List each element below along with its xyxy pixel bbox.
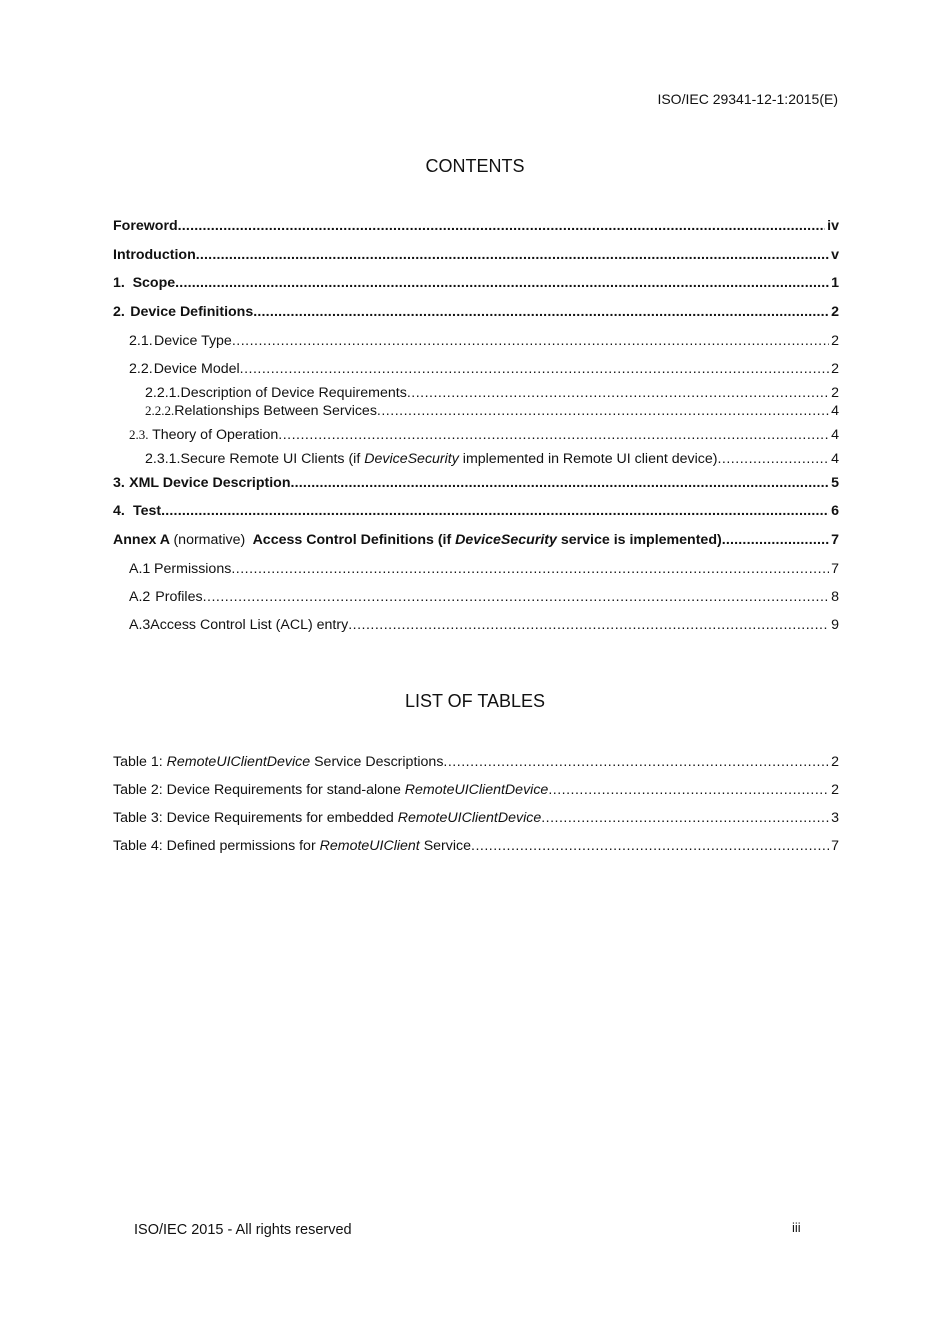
toc-title: [181, 451, 718, 467]
toc-title: Access Control List (ACL) entry: [150, 616, 349, 633]
toc-entry-profiles[interactable]: [113, 589, 839, 617]
table-title-part: Table 1:: [113, 754, 167, 770]
toc-number: 2.: [113, 304, 125, 321]
table-title-part: Table 4: Defined permissions for: [113, 838, 320, 854]
leader-dots: [203, 589, 830, 605]
table-entry-page: 2: [831, 782, 839, 798]
leader-dots: [407, 385, 829, 401]
toc-title: Device Definitions: [130, 304, 254, 321]
toc-entry-description-of-device-requirements[interactable]: [113, 385, 839, 403]
toc-title-emphasis: DeviceSecurity: [364, 450, 459, 467]
leader-dots: [232, 333, 829, 349]
table-entry-2[interactable]: [113, 782, 839, 810]
leader-dots: [717, 451, 829, 467]
leader-dots: [548, 782, 829, 798]
toc-page: 2: [831, 360, 839, 377]
toc-number: 4.: [113, 503, 125, 520]
toc-title: Profiles: [155, 588, 203, 605]
toc-entry-theory-of-operation[interactable]: [113, 427, 839, 451]
toc-page: 5: [831, 474, 839, 491]
toc-number: 2.3.: [129, 426, 149, 442]
toc-number: 2.1.: [129, 332, 153, 349]
toc-number: 2.2.: [129, 360, 153, 377]
toc-entry-xml-device-description[interactable]: [113, 475, 839, 504]
table-entry-3[interactable]: [113, 810, 839, 838]
leader-dots: [722, 532, 829, 548]
table-entry-page: 2: [831, 754, 839, 770]
toc-entry-introduction[interactable]: [113, 247, 839, 276]
toc-title-part: service is implemented): [556, 532, 722, 549]
toc-page: 1: [831, 275, 839, 292]
leader-dots: [291, 475, 830, 491]
toc-page: 2: [831, 304, 839, 321]
toc-page: iv: [827, 218, 839, 234]
table-entry-title: [113, 838, 471, 854]
toc-title: [113, 532, 722, 548]
table-entry-title: [113, 810, 541, 826]
footer-copyright: ISO/IEC 2015 - All rights reserved: [134, 1222, 352, 1238]
toc-page: 4: [831, 450, 839, 467]
table-entry-title: [113, 754, 443, 770]
toc-entry-permissions[interactable]: [113, 561, 839, 589]
toc-title: Relationships Between Services: [174, 402, 377, 419]
table-title-part: Service Descriptions: [310, 754, 444, 770]
toc-entry-device-model[interactable]: [113, 361, 839, 385]
toc-title-part: Secure Remote UI Clients (if: [180, 450, 365, 467]
toc-number: A.2: [129, 588, 151, 605]
leader-dots: [541, 810, 829, 826]
toc-page: 8: [831, 588, 839, 605]
toc-entry-secure-remote-ui-clients[interactable]: [113, 451, 839, 475]
toc-entry-foreword[interactable]: [113, 218, 839, 247]
leader-dots: [240, 361, 829, 377]
toc-title: Permissions: [154, 560, 232, 577]
leader-dots: [231, 561, 829, 577]
table-title-part: Table 2: Device Requirements for stand-alone: [113, 782, 405, 798]
toc-entry-annex-a[interactable]: [113, 532, 839, 561]
toc-entry-test[interactable]: [113, 503, 839, 532]
toc-title: XML Device Description: [129, 474, 291, 491]
toc-number: 2.2.1.: [145, 384, 181, 401]
leader-dots: [175, 275, 829, 291]
table-title-emphasis: RemoteUIClientDevice: [404, 782, 549, 798]
table-of-contents: [113, 218, 839, 645]
toc-page: 9: [831, 616, 839, 633]
toc-page: v: [831, 246, 839, 263]
table-title-emphasis: RemoteUIClient: [319, 838, 420, 854]
document-identifier: ISO/IEC 29341-12-1:2015(E): [657, 91, 838, 107]
toc-page: 2: [831, 332, 839, 349]
table-entry-4[interactable]: [113, 838, 839, 866]
table-entry-page: 3: [831, 810, 839, 826]
list-of-tables-heading: LIST OF TABLES: [404, 691, 546, 711]
toc-title: Introduction: [113, 246, 196, 263]
toc-number: 2.2.2.: [145, 402, 175, 418]
leader-dots: [161, 503, 829, 519]
toc-title: Test: [133, 503, 162, 520]
table-title-part: Table 3: Device Requirements for embedded: [113, 810, 398, 826]
toc-page: 7: [831, 560, 839, 577]
toc-page: 7: [831, 532, 839, 549]
table-title-emphasis: RemoteUIClientDevice: [397, 810, 542, 826]
leader-dots: [278, 427, 829, 443]
toc-number: 2.3.1.: [145, 450, 181, 467]
toc-number: A.1: [129, 560, 151, 577]
annex-qualifier: (normative): [173, 532, 246, 549]
annex-label: Annex A: [113, 532, 170, 549]
leader-dots: [443, 754, 829, 770]
toc-title: Scope: [132, 275, 176, 292]
toc-title-part: Access Control Definitions (if: [252, 532, 456, 549]
toc-number: 1.: [113, 275, 125, 292]
leader-dots: [178, 218, 826, 234]
table-title-part: Service: [419, 838, 471, 854]
table-entry-page: 7: [831, 838, 839, 854]
toc-number: 3.: [113, 474, 125, 491]
table-entry-1[interactable]: [113, 754, 839, 782]
leader-dots: [348, 617, 829, 633]
toc-title: Foreword: [113, 218, 178, 234]
leader-dots: [196, 247, 829, 263]
toc-title-part: implemented in Remote UI client device): [458, 450, 718, 467]
toc-entry-access-control-list[interactable]: [113, 617, 839, 645]
table-title-emphasis: RemoteUIClientDevice: [166, 754, 311, 770]
toc-page: 4: [831, 426, 839, 443]
toc-page: 2: [831, 384, 839, 401]
leader-dots: [253, 304, 829, 320]
toc-title-emphasis: DeviceSecurity: [455, 532, 557, 549]
toc-page: 6: [831, 503, 839, 520]
toc-number: A.3: [129, 616, 151, 633]
toc-entry-device-type[interactable]: [113, 333, 839, 361]
contents-heading: CONTENTS: [425, 156, 525, 176]
toc-title: Device Type: [154, 332, 232, 349]
toc-title: Description of Device Requirements: [180, 384, 407, 401]
leader-dots: [377, 403, 829, 419]
toc-entry-device-definitions[interactable]: [113, 304, 839, 333]
toc-page: 4: [831, 402, 839, 419]
leader-dots: [471, 838, 829, 854]
table-entry-title: [113, 782, 548, 798]
toc-entry-scope[interactable]: [113, 275, 839, 304]
toc-entry-relationships-between-services[interactable]: [113, 403, 839, 427]
toc-title: Device Model: [153, 360, 240, 377]
toc-title: Theory of Operation: [152, 426, 279, 443]
footer-page-number: iii: [792, 1220, 801, 1235]
list-of-tables: [113, 754, 839, 866]
